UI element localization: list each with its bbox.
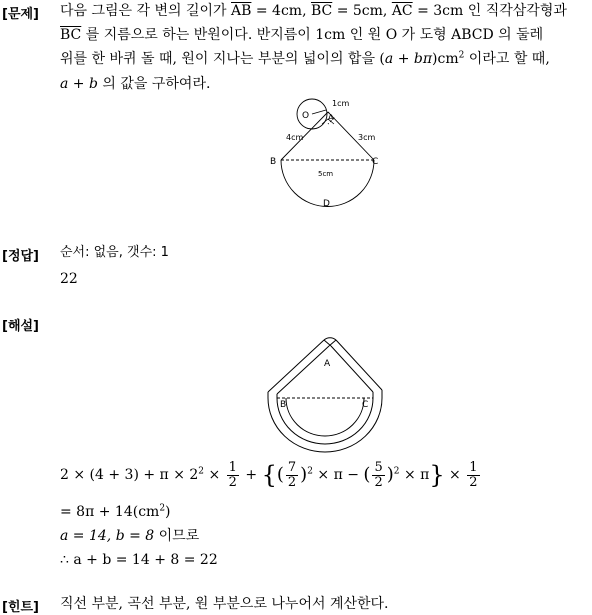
- problem-line-3: 위를 한 바퀴 돌 때, 원이 지나는 부분의 넓이의 합을 $(a + b\pi)cm^2$ 이라고 할 때,: [60, 50, 550, 67]
- label-ac-length: 3cm: [358, 133, 376, 142]
- label-o: O: [302, 111, 310, 121]
- inner-semicircle: [277, 398, 373, 444]
- label-bc-length: 5cm: [318, 170, 334, 178]
- band-ac-outer: [336, 340, 382, 390]
- fraction-half: $\frac{1}{2}$: [228, 459, 237, 490]
- fraction-seven-halves: $\frac{7}{2}$: [287, 459, 297, 490]
- band-ab-inner: [277, 346, 329, 394]
- hint-text: 직선 부분, 곡선 부분, 원 부분으로 나누어서 계산한다.: [60, 596, 389, 612]
- solution-equation-3: a = 14, b = 8 이므로: [60, 528, 200, 544]
- innermost-semicircle: [286, 398, 364, 436]
- solution-label: [해설]: [2, 319, 39, 334]
- solution-equation-4: ∴ a + b = 14 + 8 = 22: [60, 552, 218, 568]
- label-a: A: [328, 113, 334, 122]
- hint-label: [힌트]: [2, 600, 39, 615]
- label-b: B: [270, 157, 277, 167]
- band-top-arc: [324, 338, 336, 340]
- band-ac-inner: [331, 346, 373, 392]
- answer-line-2: 22: [60, 271, 78, 287]
- band-top-divider-2: [329, 340, 336, 346]
- label-c: C: [372, 157, 379, 167]
- label-a: A: [324, 359, 331, 369]
- radius-line: [312, 110, 326, 114]
- solution-equation-1: $2 \times (4 + 3) + \pi \times 2^2$ × $\frac{1}{2}$ + {( $\frac{7}{2}$ )$^2$ × π − ( $\frac{5}{2}$ )$^2$ × π} × $\frac{1}{2}$: [60, 459, 478, 490]
- answer-label: [정답]: [2, 249, 39, 264]
- band-ab-outer: [268, 340, 324, 392]
- problem-line-1: 다음 그림은 각 변의 길이가 $\overline{AB} = 4cm$, $\overline{BC} = 5cm$, $\overline{AC} = 3cm$ 인 직각삼각형과: [60, 3, 567, 19]
- label-ab-length: 4cm: [286, 133, 304, 142]
- solution-figure: [262, 334, 392, 456]
- fraction-five-halves: $\frac{5}{2}$: [374, 459, 383, 490]
- fraction-half-2: $\frac{1}{2}$: [469, 459, 478, 490]
- problem-figure: [262, 94, 392, 210]
- answer-line-1: 순서: 없음, 갯수: 1: [60, 245, 169, 260]
- solution-equation-2: = $8\pi + 14(cm^2)$: [60, 503, 171, 520]
- problem-label: [문제]: [2, 7, 39, 22]
- problem-line-2: $\overline{BC}$ 를 지름으로 하는 반원이다. 반지름이 1cm 인 원 O 가 도형 ABCD 의 둘레: [60, 27, 544, 43]
- label-c: C: [362, 400, 369, 410]
- problem-line-4: a + b 의 값을 구하여라.: [60, 76, 211, 92]
- label-d: D: [323, 199, 330, 209]
- label-radius: 1cm: [332, 99, 350, 108]
- label-b: B: [280, 400, 287, 410]
